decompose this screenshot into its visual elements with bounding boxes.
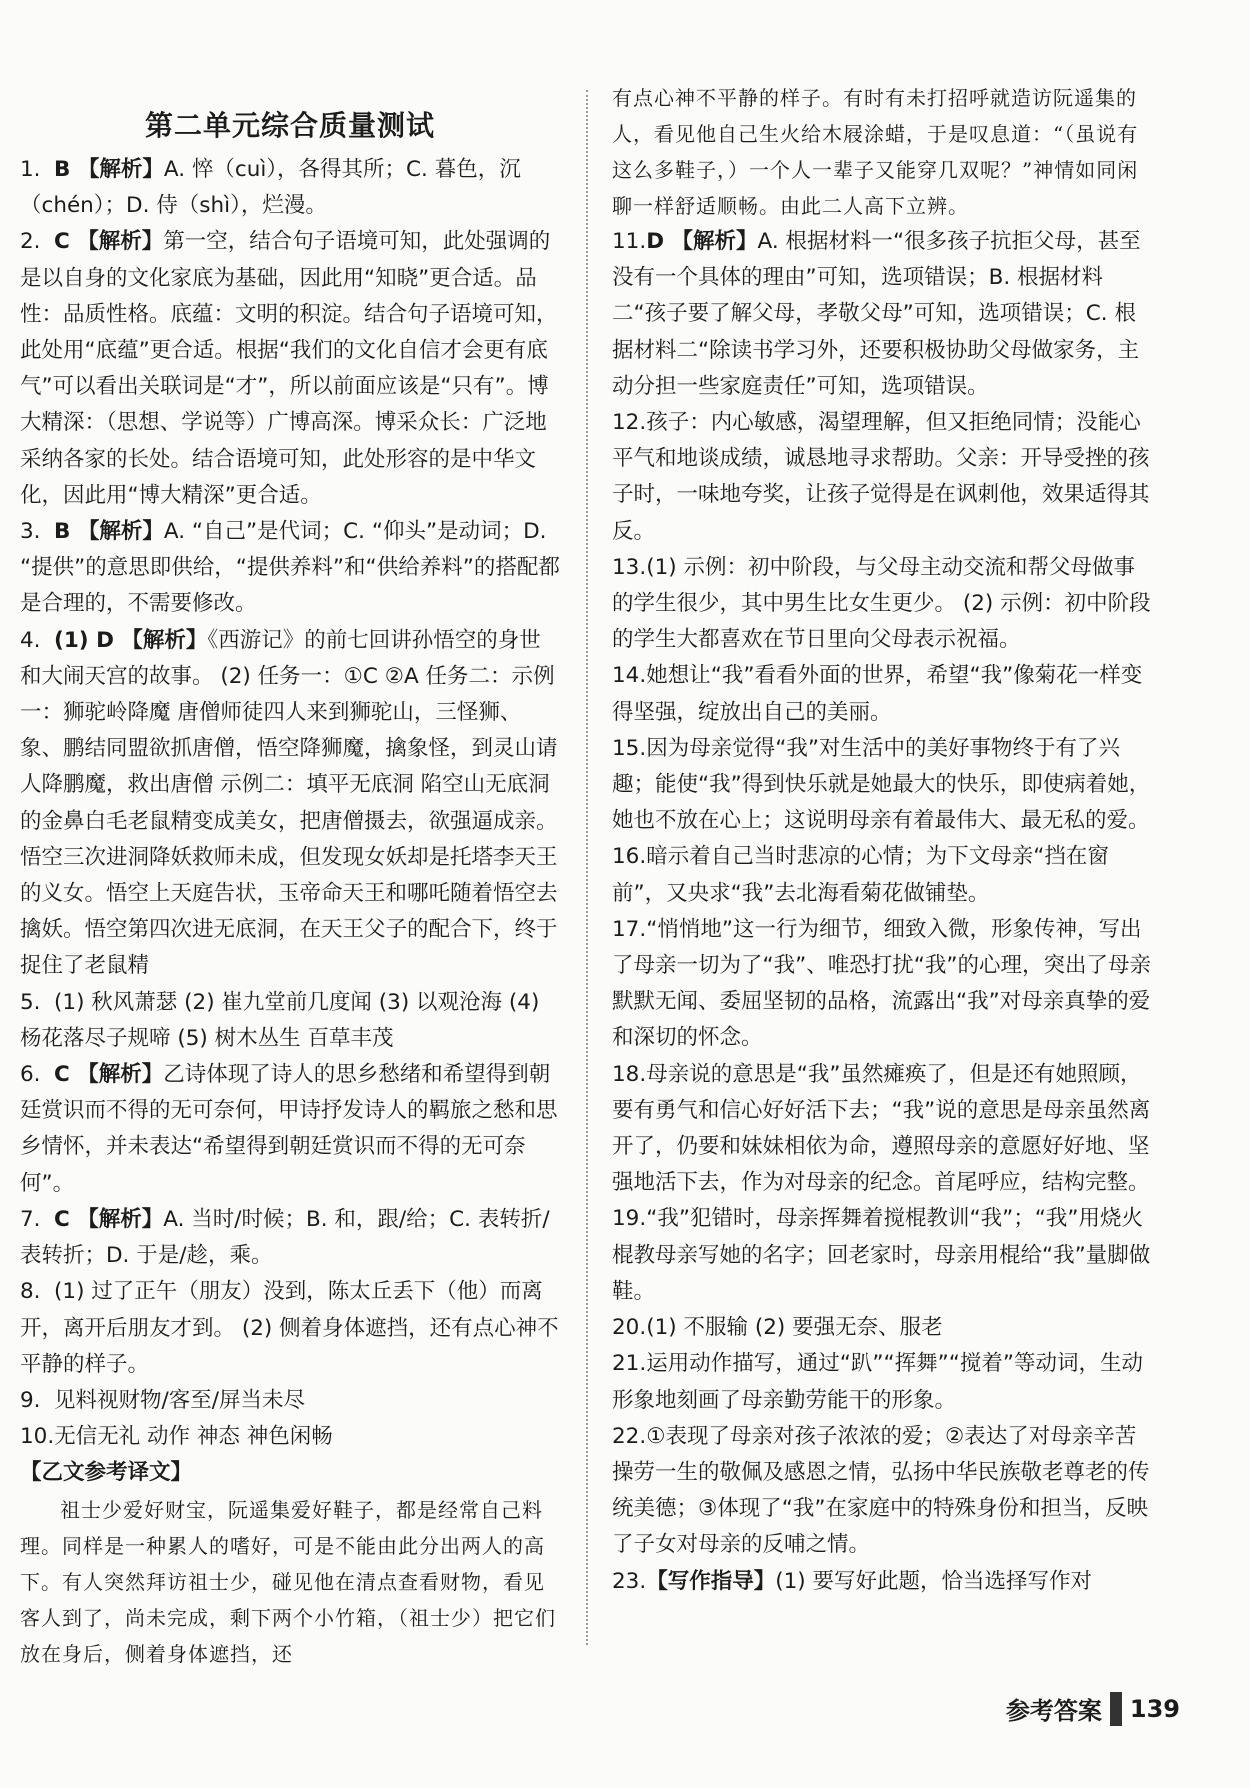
answer-text: 暗示着自己当时悲凉的心情；为下文母亲“挡在窗前”，又央求“我”去北海看菊花做铺垫。 bbox=[612, 844, 1109, 906]
answer-item bbox=[612, 550, 1152, 659]
answer-item bbox=[20, 1383, 560, 1419]
answer-number: 5. bbox=[20, 989, 41, 1015]
answer-item bbox=[612, 1346, 1152, 1418]
answer-item bbox=[20, 152, 560, 224]
answer-number: 15. bbox=[612, 735, 647, 761]
answer-text: A. 悴（cuì），各得其所；C. 暮色，沉（chén）；D. 侍（shì），烂漫。 bbox=[20, 157, 521, 219]
answer-item bbox=[20, 985, 560, 1057]
answer-text: (1) 过了正午（朋友）没到，陈太丘丢下（他）而离开，离开后朋友才到。 (2) 侧着身体遮挡，还有点心神不平静的样子。 bbox=[20, 1279, 559, 1377]
answer-text: “我”犯错时，母亲挥舞着搅棍教训“我”；“我”用烧火棍教母亲写她的名字；回老家时，母亲用棍给“我”量脚做鞋。 bbox=[612, 1206, 1151, 1304]
answer-text: (1) 示例：初中阶段，与父母主动交流和帮父母做事的学生很少，其中男生比女生更少。 (2) 示例：初中阶段的学生大都喜欢在节日里向父母表示祝福。 bbox=[612, 554, 1151, 653]
answer-item bbox=[612, 912, 1152, 1057]
answer-item bbox=[612, 1057, 1152, 1202]
answer-number: 18. bbox=[612, 1061, 647, 1087]
answer-number: 9. bbox=[20, 1387, 41, 1413]
answer-number: 10. bbox=[20, 1424, 55, 1450]
left-answer-list bbox=[20, 152, 560, 1455]
answer-item bbox=[612, 658, 1152, 730]
answer-text: A. “自己”是代词；C. “仰头”是动词；D. “提供”的意思即供给，“提供养料”和“供给养料”的搭配都是合理的，不需要修改。 bbox=[20, 519, 560, 617]
answer-text: 她想让“我”看看外面的世界，希望“我”像菊花一样变得坚强，绽放出自己的美丽。 bbox=[612, 663, 1143, 725]
footer-label: 参考答案 bbox=[1005, 1697, 1102, 1725]
answer-item bbox=[20, 1057, 560, 1202]
answer-text: 孩子：内心敏感，渴望理解，但又拒绝同情；没能心平气和地谈成绩，诚恳地寻求帮助。父亲：开导受挫的孩子时，一味地夸奖，让孩子觉得是在讽刺他，效果适得其反。 bbox=[612, 410, 1150, 544]
answer-item bbox=[612, 1419, 1152, 1564]
answer-text: “悄悄地”这一行为细节，细致入微，形象传神，写出了母亲一切为了“我”、唯恐打扰“我”的心理，突出了母亲默默无闻、委屈坚韧的品格，流露出“我”对母亲真挚的爱和深切的怀念。 bbox=[612, 916, 1152, 1051]
answer-item bbox=[612, 1564, 1152, 1600]
answer-number: 20. bbox=[612, 1315, 647, 1341]
answer-number: 13. bbox=[612, 554, 647, 580]
answer-item bbox=[20, 623, 560, 985]
page-footer bbox=[1006, 1691, 1180, 1726]
answer-item bbox=[612, 839, 1152, 911]
answer-tag: (1) D 【解析】 bbox=[54, 627, 208, 653]
answer-number: 19. bbox=[612, 1206, 647, 1232]
right-column bbox=[612, 80, 1152, 1600]
answer-text: A. 根据材料一“很多孩子抗拒父母，甚至没有一个具体的理由”可知，选项错误；B. 根据材料二“孩子要了解父母，孝敬父母”可知，选项错误；C. 根据材料二“除读书学习外，还要积极协助父母做家务，主动分担一些家庭责任”可知，选项错误。 bbox=[612, 229, 1141, 399]
answer-number: 23. bbox=[612, 1568, 647, 1594]
answer-text: (1) 要写好此题，恰当选择写作对 bbox=[775, 1568, 1093, 1594]
right-answer-list bbox=[612, 224, 1152, 1600]
answer-text: 《西游记》的前七回讲孙悟空的身世和大闹天宫的故事。 (2) 任务一：①C ②A 任务二：示例一：狮驼岭降魔 唐僧师徒四人来到狮驼山，三怪狮、象、鹏结同盟欲抓唐僧，悟空降狮魔，擒象怪，到灵山请人降鹏魔，救出唐僧 示例二：填平无底洞 陷空山无底洞的金鼻白毛老鼠精变成美女，把唐僧摄去，欲强逼成亲。悟空三次进洞降妖救师未成，但发现女妖却是托塔李天王的义女。悟空上天庭告状，玉帝命天王和哪吒随着悟空去擒妖。悟空第四次进无底洞，在天王父子的配合下，终于捉住了老鼠精 bbox=[20, 627, 558, 979]
translation-text: 祖士少爱好财宝，阮遥集爱好鞋子，都是经常自己料理。同样是一种累人的嗜好，可是不能由此分出两人的高下。有人突然拜访祖士少，碰见他在清点查看财物，看见客人到了，尚未完成，剩下两个小竹箱，（祖士少）把它们放在身后，侧着身体遮挡，还 bbox=[20, 1497, 556, 1666]
answer-number: 22. bbox=[612, 1423, 647, 1449]
answer-item bbox=[612, 1201, 1152, 1310]
answer-number: 11. bbox=[612, 229, 647, 254]
answer-text: (1) 秋风萧瑟 (2) 崔九堂前几度闻 (3) 以观沧海 (4) 杨花落尽子规啼 (5) 树木丛生 百草丰茂 bbox=[20, 989, 540, 1051]
column-divider bbox=[586, 90, 588, 1645]
translation-continued: 有点心神不平静的样子。有时有未打招呼就造访阮遥集的人，看见他自己生火给木屐涂蜡，于是叹息道：“（虽说有这么多鞋子，）一个人一辈子又能穿几双呢？”神情如同闲聊一样舒适顺畅。由此二人高下立辨。 bbox=[612, 86, 1139, 218]
answer-item bbox=[20, 514, 560, 623]
answer-text: 第一空，结合句子语境可知，此处强调的是以自身的文化家底为基础，因此用“知晓”更合适。品性：品质性格。底蕴：文明的积淀。结合句子语境可知，此处用“底蕴”更合适。根据“我们的文化自信才会更有底气”可以看出关联词是“才”，所以前面应该是“只有”。博大精深：（思想、学说等）广博高深。博采众长：广泛地采纳各家的长处。结合语境可知，此处形容的是中华文化，因此用“博大精深”更合适。 bbox=[20, 229, 558, 508]
answer-text: 母亲说的意思是“我”虽然瘫痪了，但是还有她照顾，要有勇气和信心好好活下去；“我”说的意思是母亲虽然离开了，仍要和妹妹相依为命，遵照母亲的意愿好好地、坚强地活下去，作为对母亲的纪念。首尾呼应，结构完整。 bbox=[612, 1061, 1151, 1196]
answer-number: 12. bbox=[612, 410, 647, 436]
answer-number: 2. bbox=[20, 229, 41, 255]
footer-bar bbox=[1110, 1692, 1122, 1726]
answer-tag: B 【解析】 bbox=[54, 157, 164, 182]
answer-item bbox=[20, 224, 560, 514]
answer-number: 7. bbox=[20, 1206, 41, 1232]
answer-number: 8. bbox=[20, 1279, 41, 1305]
translation-heading: 【乙文参考译文】 bbox=[20, 1460, 193, 1486]
answer-number: 4. bbox=[20, 627, 41, 653]
answer-item bbox=[20, 1202, 560, 1274]
answer-item bbox=[20, 1274, 560, 1383]
answer-item bbox=[612, 405, 1152, 550]
answer-tag: C 【解析】 bbox=[54, 1206, 164, 1232]
answer-text: (1) 不服输 (2) 要强无奈、服老 bbox=[646, 1315, 943, 1341]
answer-item bbox=[612, 731, 1152, 840]
answer-text: 见料视财物/客至/屏当未尽 bbox=[54, 1387, 305, 1413]
answer-text: 因为母亲觉得“我”对生活中的美好事物终于有了兴趣；能使“我”得到快乐就是她最大的快乐，即使病着她，她也不放在心上；这说明母亲有着最伟大、最无私的爱。 bbox=[612, 735, 1151, 834]
left-column bbox=[20, 80, 560, 1672]
answer-number: 17. bbox=[612, 916, 647, 942]
answer-item bbox=[612, 224, 1152, 405]
answer-text: 无信无礼 动作 神态 神色闲畅 bbox=[54, 1424, 333, 1450]
answer-number: 3. bbox=[20, 519, 41, 545]
answer-text: A. 当时/时候；B. 和，跟/给；C. 表转折/表转折；D. 于是/趁，乘。 bbox=[20, 1206, 550, 1269]
answer-item bbox=[20, 1419, 560, 1455]
answer-number: 6. bbox=[20, 1062, 41, 1088]
answer-number: 14. bbox=[612, 663, 647, 689]
answer-item bbox=[612, 1310, 1152, 1346]
answer-text: 运用动作描写，通过“趴”“挥舞”“搅着”等动词，生动形象地刻画了母亲勤劳能干的形象。 bbox=[612, 1351, 1144, 1413]
answer-tag: C 【解析】 bbox=[54, 1062, 164, 1088]
answer-tag: D 【解析】 bbox=[646, 229, 758, 254]
answer-tag: 【写作指导】 bbox=[646, 1568, 776, 1594]
answer-number: 16. bbox=[612, 844, 647, 870]
answer-text: 乙诗体现了诗人的思乡愁绪和希望得到朝廷赏识而不得的无可奈何，甲诗抒发诗人的羁旅之愁和思乡情怀，并未表达“希望得到朝廷赏识而不得的无可奈何”。 bbox=[20, 1062, 558, 1196]
answer-number: 21. bbox=[612, 1351, 647, 1377]
answer-text: ①表现了母亲对孩子浓浓的爱；②表达了对母亲辛苦操劳一生的敬佩及感恩之情，弘扬中华民族敬老尊老的传统美德；③体现了“我”在家庭中的特殊身份和担当，反映了子女对母亲的反哺之情。 bbox=[612, 1423, 1150, 1558]
answer-number: 1. bbox=[20, 157, 41, 182]
answer-tag: C 【解析】 bbox=[54, 229, 164, 255]
page-title: 第二单元综合质量测试 bbox=[144, 109, 435, 142]
page-number: 139 bbox=[1129, 1694, 1180, 1723]
answer-tag: B 【解析】 bbox=[54, 519, 164, 545]
